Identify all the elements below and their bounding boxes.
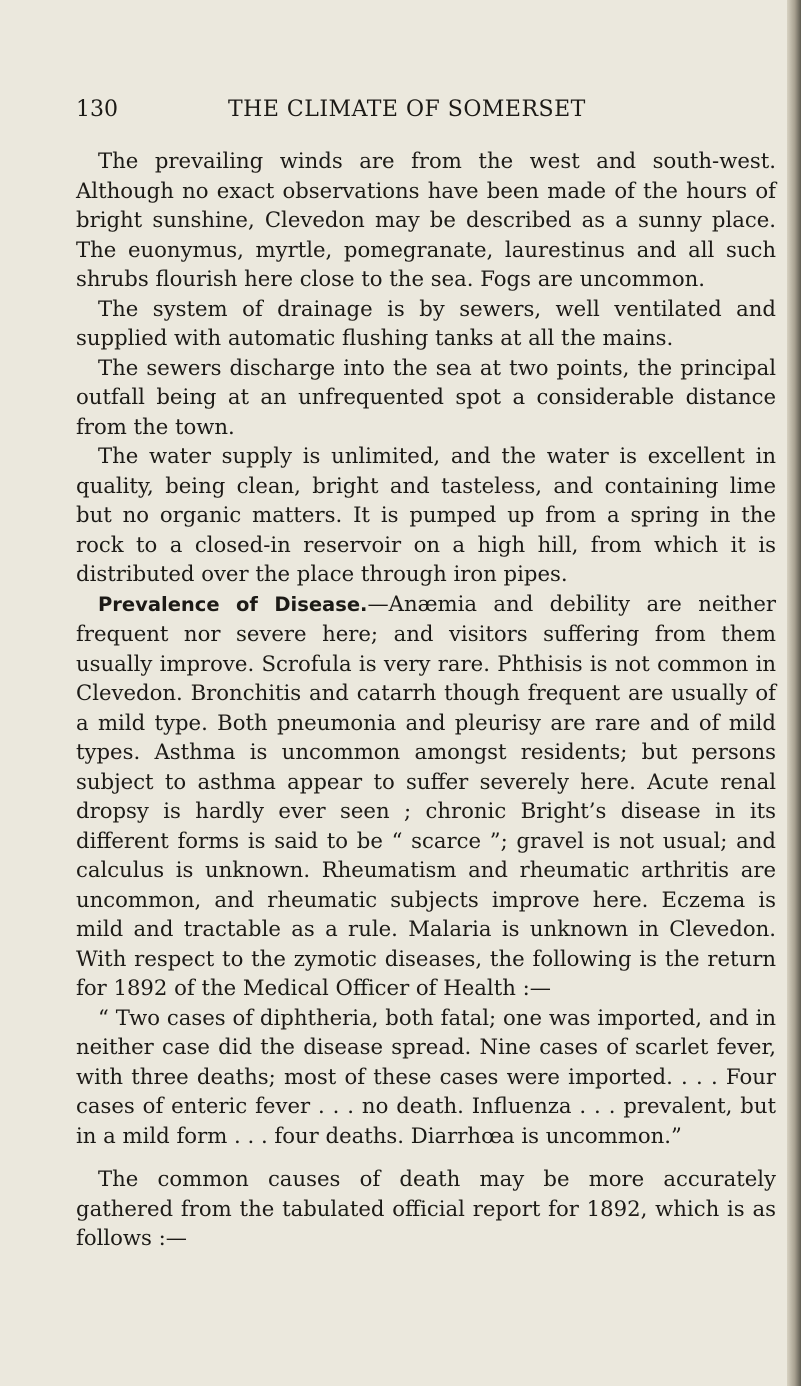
- page-number: 130: [76, 97, 118, 122]
- paragraph-water-supply: The water supply is unlimited, and the water is excellent in quality, being clean, bright and tasteless, and containing lime but no organic matters. It is pumped up from a spring in the rock to a closed-in reservoir on a high hill, from which it is distributed over the place through iron pipes.: [76, 443, 776, 586]
- paragraph-causes-of-death: The common causes of death may be more accurately gathered from the tabulated official report for 1892, which is as follows :—: [76, 1166, 776, 1250]
- paragraph-disease: [76, 589, 776, 1003]
- page-edge-shadow: [787, 0, 801, 1386]
- paragraph-disease-text: —Anæmia and debility are neither frequent nor severe here; and visitors suffering from them usually improve. Scrofula is very rare. Phthisis is not common in Clevedon. Bronchitis and catarrh though frequent are usually of a mild type. Both pneumonia and pleurisy are rare and of mild types. Asthma is uncommon amongst residents; but persons subject to asthma appear to suffer severely here. Acute renal dropsy is hardly ever seen ; chronic Bright’s disease in its different forms is said to be “ scarce ”; gravel is not usual; and calculus is unknown. Rheumatism and rheumatic arthritis are uncommon, and rheumatic subjects improve here. Eczema is mild and tractable as a rule. Malaria is unknown in Clevedon. With respect to the zymotic diseases, the following is the return for 1892 of the Medical Officer of Health :—: [76, 590, 776, 1000]
- paragraph-sewers: The sewers discharge into the sea at two points, the principal outfall being at an unfrequented spot a considerable distance from the town.: [76, 354, 776, 439]
- paragraph-winds: The prevailing winds are from the west and south-west. Although no exact observations have been made of the hours of bright sunshine, Clevedon may be described as a sunny place. The euonymus, myrtle, pomegranate, laurestinus and all such shrubs flourish here close to the sea. Fogs are uncommon.: [76, 148, 776, 291]
- running-title: THE CLIMATE OF SOMERSET: [228, 97, 586, 122]
- paragraph-quotation: “ Two cases of diphtheria, both fatal; one was imported, and in neither case did the disease spread. Nine cases of scarlet fever, with three deaths; most of these cases were imported. . . . Four cases of enteric fever . . . no death. Influenza . . . prevalent, but in a mild form . . . four deaths. Diarrhœa is uncommon.”: [76, 1004, 776, 1148]
- paragraph-drainage: The system of drainage is by sewers, well ventilated and supplied with automatic flushing tanks at all the mains.: [76, 295, 776, 350]
- body-text: [76, 146, 776, 1253]
- section-heading-prevalence: Prevalence of Disease.: [98, 592, 368, 616]
- page-header: [76, 96, 776, 124]
